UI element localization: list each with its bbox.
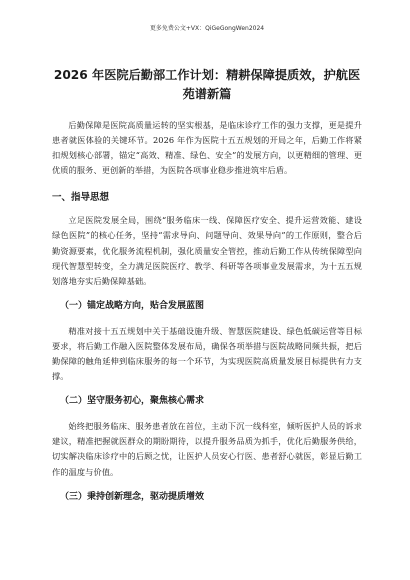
header-note: 更多免费公文+VX：QiGeGongWen2024 [149,25,265,32]
subheading-innovation: （三）秉持创新理念，驱动提质增效 [60,491,205,502]
guiding-ideology-paragraph: 立足医院发展全局，围绕“服务临床一线、保障医疗安全、提升运营效能、建设绿色医院”的核心任务，坚持“需求导向、问题导向、效果导向”的工作原则，整合后勤资源要素，优化服务流程机制，强化质量安全管控，推动后勤工作从传统保障型向现代智慧型转变，全力满足医院医疗、教学、科研等各项事业发展需求，为十五五规划落地夯实后勤保障基础。 [52,215,362,286]
service-focus-paragraph: 始终把服务临床、服务患者放在首位，主动下沉一线科室，倾听医护人员的诉求建议，精准把握就医群众的期盼期待，以提升服务品质为抓手，优化后勤服务供给，切实解决临床诊疗中的后顾之忧，让医护人员安心行医、患者舒心就医，彰显后勤工作的温度与价值。 [52,421,362,477]
section-heading-guiding-ideology: 一、指导思想 [52,192,110,204]
intro-paragraph: 后勤保障是医院高质量运转的坚实根基，是临床诊疗工作的强力支撑，更是提升患者就医体验的关键环节。2026 年作为医院十五五规划的开局之年，后勤工作将紧扣规划核心部署，锚定“高效、精准、绿色、安全”的发展方向，以更精细的管理、更优质的服务、更创新的举措，为医院各项事业稳步推进筑牢后盾。 [52,120,362,176]
subheading-service-focus: （二）坚守服务初心，聚焦核心需求 [60,396,205,407]
title-line-1: 2026 年医院后勤部工作计划：精耕保障提质效，护航医 [53,68,361,82]
document-title [52,66,362,104]
strategic-direction-paragraph: 精准对接十五五规划中关于基础设施升级、智慧医院建设、绿色低碳运营等目标要求，将后勤工作融入医院整体发展布局，确保各项举措与医院战略同频共振，把后勤保障的触角延伸到临床服务的每一个环节，为实现医院高质量发展目标提供有力支撑。 [52,325,362,382]
subheading-strategic-direction: （一）锚定战略方向，贴合发展蓝图 [60,300,205,311]
title-line-2: 苑谱新篇 [182,87,232,101]
